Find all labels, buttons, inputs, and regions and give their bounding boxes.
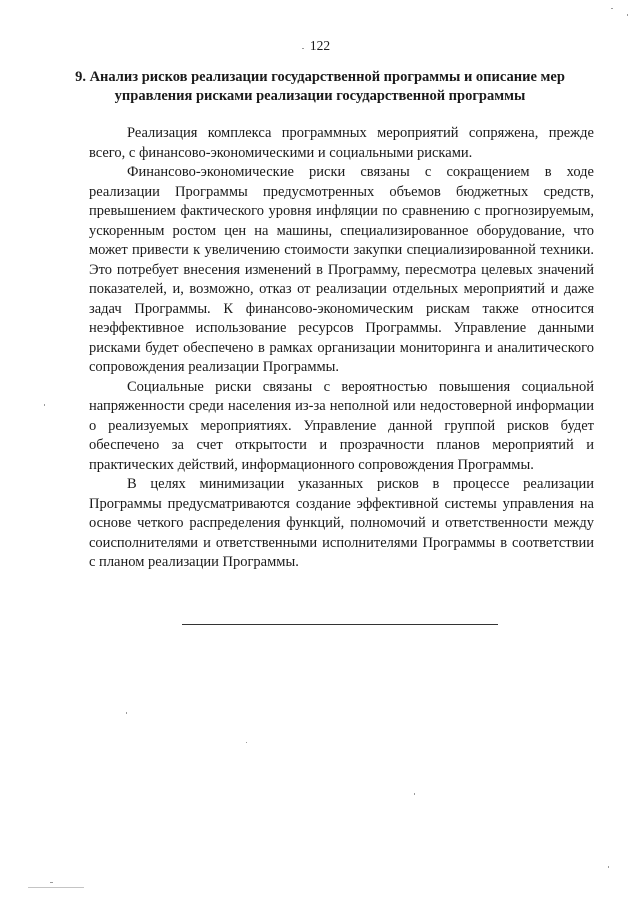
paragraph: Финансово-экономические риски связаны с сокращением в ходе реализации Программы предусмотренных объемов бюджетных средств, превышением фактического уровня инфляции по сравнению с прогнозируемым, ускоренным ростом цен на машины, специализированное оборудование, что может привести к увеличению стоимости закупки специализированной техники. Это потребует внесения изменений в Программу, пересмотра целевых значений показателей, и, возможно, отказ от реализации отдельных мероприятий и даже задач Программы. К финансово-экономическим рискам также относится неэффективное использование ресурсов Программы. Управление данными рисками будет обеспечено в рамках организации мониторинга и аналитического сопровождения реализации Программы. — [89, 164, 594, 375]
section-body — [89, 124, 594, 573]
scan-speck — [28, 887, 84, 888]
scan-speck — [302, 48, 304, 49]
scan-speck — [414, 793, 415, 795]
scan-speck — [44, 404, 45, 406]
scan-speck — [627, 14, 628, 16]
scan-speck — [246, 742, 247, 743]
paragraph: Социальные риски связаны с вероятностью повышения социальной напряженности среди населения из-за неполной или недостоверной информации о реализуемых мероприятиях. Управление данной группой рисков будет обеспечено за счет открытости и прозрачности планов мероприятий и практических действий, информационного сопровождения Программы. — [89, 378, 594, 473]
paragraph: В целях минимизации указанных рисков в процессе реализации Программы предусматриваются создание эффективной системы управления на основе четкого распределения функций, полномочий и ответственности между соисполнителями и ответственными исполнителями Программы в соответствии с планом реализации Программы. — [89, 476, 594, 570]
scan-speck — [611, 8, 613, 9]
scan-speck — [50, 882, 53, 883]
paragraph: Реализация комплекса программных мероприятий сопряжена, прежде всего, с финансово-экономическими и социальными рисками. — [89, 125, 594, 161]
scan-speck — [608, 866, 609, 868]
page-number: 122 — [309, 38, 331, 53]
section-heading: 9. Анализ рисков реализации государственной программы и описание мер управления рисками реализации государственной программы — [75, 69, 565, 104]
scan-speck — [126, 712, 127, 714]
section-end-rule — [182, 624, 498, 625]
